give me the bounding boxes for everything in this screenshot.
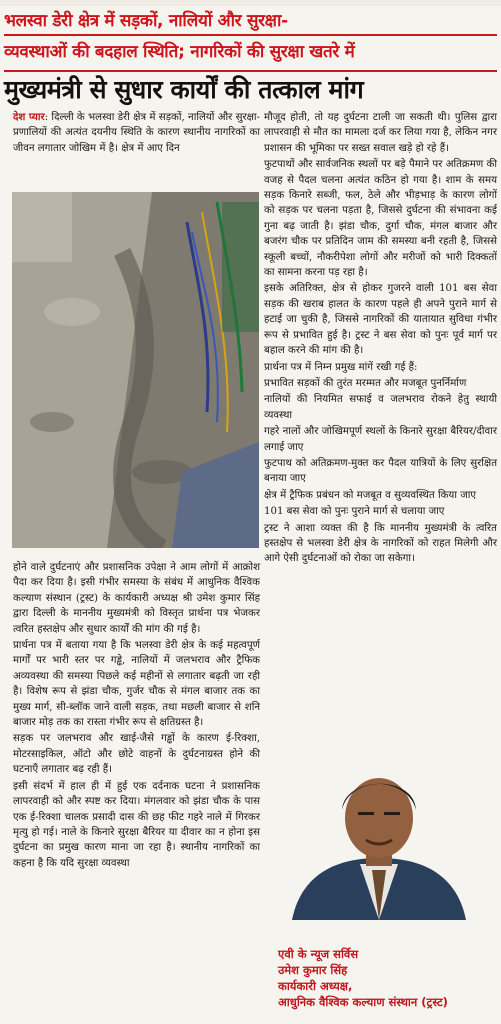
paragraph-2: प्रार्थना पत्र में बताया गया है कि भलस्वा डेरी क्षेत्र के कई महत्वपूर्ण मार्गों पर भारी स्तर पर गड्ढे, नालियों में जलभराव और ट्रैफिक अव्यवस्था की समस्या पिछले कई महीनों से लगातार बढ़ती जा रही है। विशेष रूप से झंडा चौक, गुर्जर चौक से मंगल बाजार तक का मुख्य मार्ग, सी-ब्लॉक जाने वाली सड़क, तथा मछली बाजार से शनि बाजार मोड़ तक का रास्ता गंभीर रूप से क्षतिग्रस्त है।	[13, 640, 260, 729]
headline-line-2: व्यवस्थाओं की बदहाल स्थिति; नागरिकों की सुरक्षा खतरे में	[4, 42, 355, 62]
paragraph-8: प्रार्थना पत्र में निम्न प्रमुख मांगें रखी गई हैं:	[264, 361, 418, 373]
paragraph-1: होने वाले दुर्घटनाएं और प्रशासनिक उपेक्षा ने आम लोगों में आक्रोश पैदा कर दिया है। इसी गंभीर समस्या के संबंध में आधुनिक वैश्विक कल्याण संस्थान (ट्रस्ट) के कार्यकारी अध्यक्ष श्री उमेश कुमार सिंह द्वारा दिल्ली के माननीय मुख्यमंत्री को विस्तृत प्रार्थना पत्र भेजकर त्वरित हस्तक्षेप और सुधार कार्यों की मांग की गई है।	[13, 562, 260, 635]
column-1-body	[13, 560, 260, 872]
paragraph-9: ट्रस्ट ने आशा व्यक्त की है कि माननीय मुख्यमंत्री के त्वरित हस्तक्षेप से भलस्वा डेरी क्षेत्र के नागरिकों को राहत मिलेगी और आगे ऐसी दुर्घटनाओं को रोका जा सकेगा।	[264, 522, 497, 565]
demand-item: गहरे नालों और जोखिमपूर्ण स्थलों के किनारे सुरक्षा बैरियर/दीवार लगाई जाए	[264, 426, 497, 453]
headline-line-1: भलस्वा डेरी क्षेत्र में सड़कों, नालियों और सुरक्षा-	[4, 11, 288, 31]
column-2-body	[264, 110, 497, 568]
demand-item: 101 बस सेवा को पुनः पुराने मार्ग से चलाया जाए	[264, 506, 445, 518]
intro-text: : दिल्ली के भलस्वा डेरी क्षेत्र में सड़कों, नालियों और सुरक्षा-प्रणालियों की अत्यंत दयनीय स्थिति के कारण स्थानीय नागरिकों का जीवन लगातार जोखिम में है। क्षेत्र में आए दिन	[13, 112, 261, 154]
deck-divider	[4, 70, 497, 72]
demand-item: क्षेत्र में ट्रैफिक प्रबंधन को मजबूत व सुव्यवस्थित किया जाए	[264, 489, 477, 501]
paragraph-7: इसके अतिरिक्त, क्षेत्र से होकर गुजरने वाली 101 बस सेवा सड़क की खराब हालत के कारण पहले ही अपने पुराने मार्ग से हटाई जा चुकी है, जिससे नागरिकों की यातायात सुविधा गंभीर रूप से प्रभावित हुई है। ट्रस्ट ने बस सेवा को पुनः पूर्व मार्ग पर बहाल करने की मांग की है।	[264, 283, 497, 357]
portrait-graphic	[272, 770, 486, 920]
street-photo-graphic	[12, 192, 259, 548]
paragraph-3: सड़क पर जलभराव और खाई-जैसे गड्ढों के कारण ई-रिक्शा, मोटरसाइकिल, ऑटो और छोटे वाहनों के दुर्घटनाग्रस्त होने की घटनाएँ लगातार बढ़ रही हैं।	[13, 733, 260, 776]
caption-organization: आधुनिक वैश्विक कल्याण संस्थान (ट्रस्ट)	[278, 995, 448, 1009]
paragraph-6: फुटपाथों और सार्वजनिक स्थलों पर बड़े पैमाने पर अतिक्रमण की वजह से पैदल चलना अत्यंत कठिन हो गया है। शाम के समय सड़क किनारे सब्जी, फल, ठेले और भीड़भाड़ के कारण लोगों को सड़क पर चलना पड़ता है, जिससे दुर्घटना की संभावना कई गुना बढ़ जाती है। झंडा चौक, दुर्गा चौक, मंगल बाजार और बजरंग चौक पर प्रतिदिन जाम की समस्या बनी रहती है, जिससे स्कूली बच्चों, नौकरीपेशा लोगों और मरीजों को भारी दिक्कतों का सामना करना पड़ रहा है।	[264, 159, 497, 279]
column-1-intro	[13, 110, 260, 157]
deck-headline: मुख्यमंत्री से सुधार कार्यों की तत्काल मांग	[4, 75, 364, 104]
photo-caption	[278, 946, 498, 1010]
demand-item: प्रभावित सड़कों की तुरंत मरम्मत और मजबूत पुनर्निर्माण	[264, 377, 467, 389]
portrait-photo	[272, 770, 486, 920]
paragraph-4: इसी संदर्भ में हाल ही में हुई एक दर्दनाक घटना ने प्रशासनिक लापरवाही को और स्पष्ट कर दिया। मंगलवार को झंडा चौक के पास एक ई-रिक्शा चालक प्रसादी दास की छह फीट गहरे नाले में गिरकर मृत्यु हो गई। नाले के किनारे सुरक्षा बैरियर या दीवार का न होना इस दुर्घटना का प्रमुख कारण माना जा रहा है। स्थानीय नागरिकों का कहना है कि यदि सुरक्षा व्यवस्था	[13, 780, 260, 869]
caption-agency: एवी के न्यूज सर्विस	[278, 947, 359, 961]
headline-block	[0, 6, 501, 72]
caption-designation: कार्यकारी अध्यक्ष,	[278, 979, 353, 993]
headline-divider	[4, 34, 497, 36]
street-photo	[12, 192, 259, 548]
dateline: देश प्यार	[13, 111, 45, 123]
caption-name: उमेश कुमार सिंह	[278, 963, 348, 977]
paragraph-5: मौजूद होती, तो यह दुर्घटना टाली जा सकती थी। पुलिस द्वारा लापरवाही से मौत का मामला दर्ज कर लिया गया है, लेकिन नगर प्रशासन की भूमिका पर सख्त सवाल खड़े हो रहे हैं।	[264, 112, 497, 154]
demand-item: नालियों की नियमित सफाई व जलभराव रोकने हेतु स्थायी व्यवस्था	[264, 394, 497, 421]
demand-item: फुटपाथ को अतिक्रमण-मुक्त कर पैदल यात्रियों के लिए सुरक्षित बनाया जाए	[264, 457, 497, 485]
